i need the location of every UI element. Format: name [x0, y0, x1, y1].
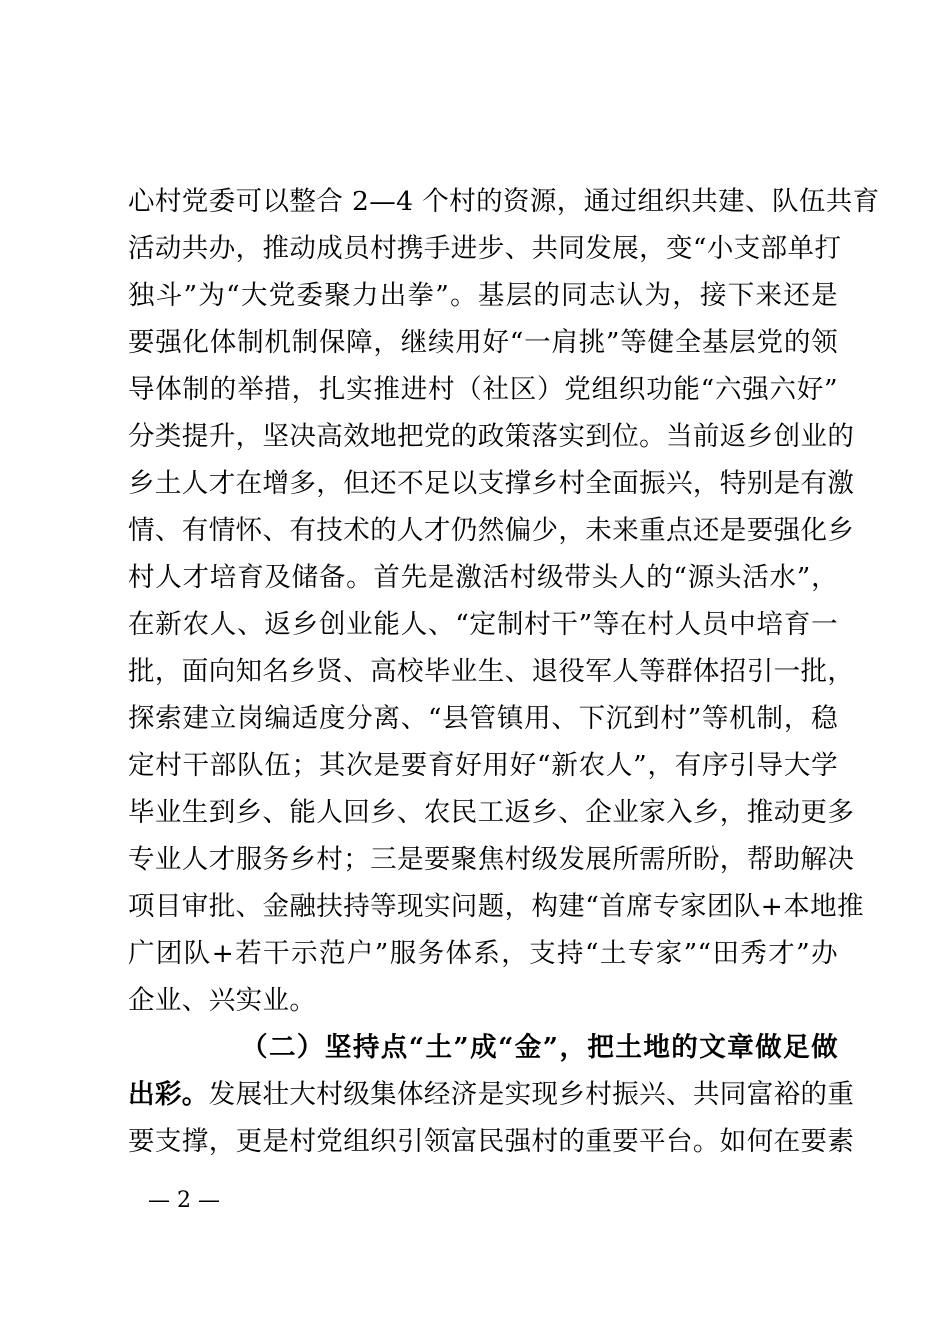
- text-line: 企业、兴实业。: [128, 985, 317, 1016]
- text-line: 批，面向知名乡贤、高校毕业生、退役军人等群体招引一批，: [128, 656, 855, 687]
- text-line: 在新农人、返乡创业能人、“定制村干”等在村人员中培育一: [128, 609, 838, 640]
- text-line: 专业人才服务乡村；三是要聚焦村级发展所需所盼，帮助解决: [128, 844, 855, 875]
- text-line: 情、有情怀、有技术的人才仍然偏少，未来重点还是要强化乡: [128, 515, 855, 546]
- text-line: 项目审批、金融扶持等现实问题，构建“首席专家团队+本地推: [128, 891, 864, 922]
- text-line: 村人才培育及储备。首先是激活村级带头人的“源头活水”，: [128, 562, 838, 593]
- text-line: 分类提升，坚决高效地把党的政策落实到位。当前返乡创业的: [128, 421, 855, 452]
- text-line: 导体制的举措，扎实推进村（社区）党组织功能“六强六好”: [128, 374, 838, 405]
- section-heading: （二）坚持点“土”成“金”，把土地的文章做足做: [241, 1032, 838, 1063]
- body-text-run: 发展壮大村级集体经济是实现乡村振兴、共同富裕的重: [208, 1079, 855, 1110]
- text-line: 毕业生到乡、能人回乡、农民工返乡、企业家入乡，推动更多: [128, 797, 855, 828]
- text-line: 独斗”为“大党委聚力出拳”。基层的同志认为，接下来还是: [128, 280, 838, 311]
- document-body: [128, 178, 880, 1165]
- text-line: [128, 1071, 855, 1118]
- section-paragraph: [128, 1024, 855, 1165]
- text-line: 乡土人才在增多，但还不足以支撑乡村全面振兴，特别是有激: [128, 468, 855, 499]
- text-line: 要支撑，更是村党组织引领富民强村的重要平台。如何在要素: [128, 1126, 855, 1157]
- text-line: 定村干部队伍；其次是要育好用好“新农人”，有序引导大学: [128, 750, 838, 781]
- text-line: 心村党委可以整合 2—4 个村的资源，通过组织共建、队伍共育: [128, 186, 880, 217]
- text-line: 探索建立岗编适度分离、“县管镇用、下沉到村”等机制，稳: [128, 703, 838, 734]
- section-heading-end: 出彩。: [128, 1079, 209, 1110]
- paragraph-continuation: [128, 178, 880, 1024]
- text-line: 要强化体制机制保障，继续用好“一肩挑”等健全基层党的领: [128, 327, 838, 358]
- text-line: 广团队+若干示范户”服务体系，支持“土专家”“田秀才”办: [128, 938, 838, 969]
- page-number: — 2 —: [148, 1188, 220, 1213]
- text-line: 活动共办，推动成员村携手进步、共同发展，变“小支部单打: [128, 233, 842, 264]
